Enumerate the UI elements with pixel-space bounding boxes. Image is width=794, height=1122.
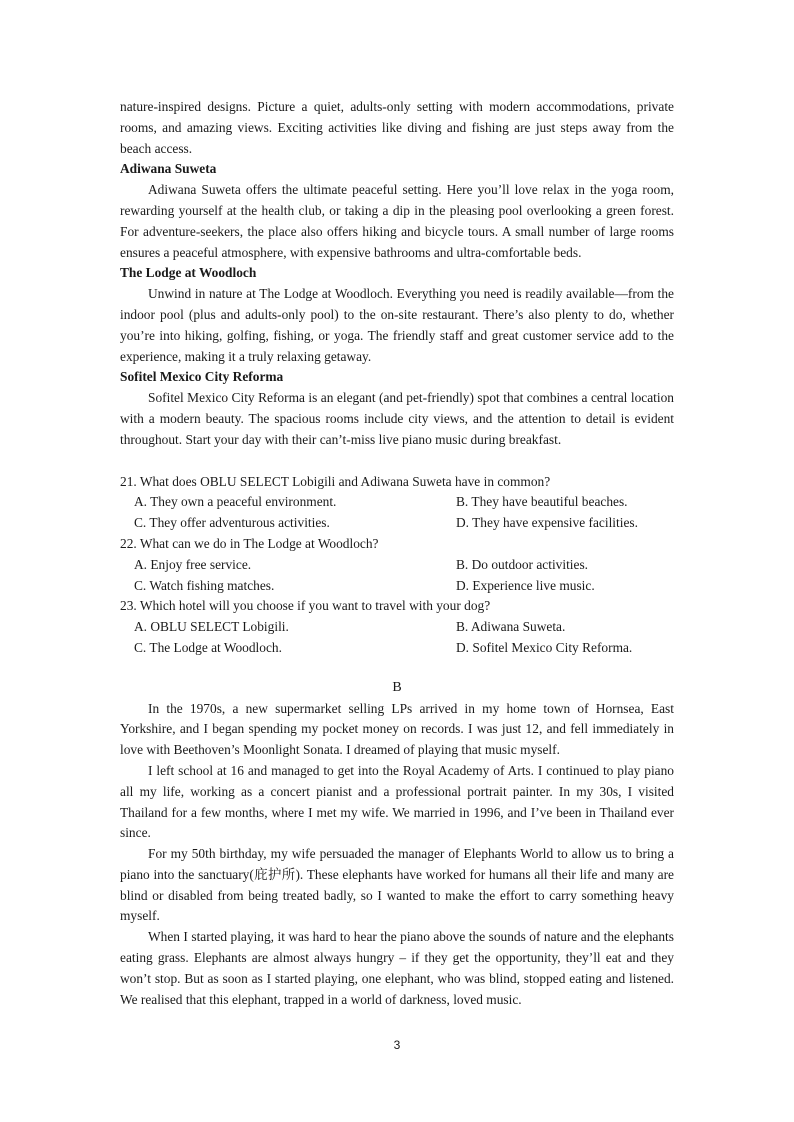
question-options-23 xyxy=(120,617,674,659)
passage-a-continuation: nature-inspired designs. Picture a quiet, adults-only setting with modern accommodations, private rooms, and amazing views. Exciting activities like diving and fishing are just steps away from the beach access. xyxy=(120,99,674,156)
option-23-c: C. The Lodge at Woodloch. xyxy=(134,639,282,655)
document-page xyxy=(120,97,674,1010)
option-23-a: A. OBLU SELECT Lobigili. xyxy=(134,619,289,635)
question-options-21 xyxy=(120,492,674,534)
question-options-22 xyxy=(120,555,674,597)
passage-b-paragraph: When I started playing, it was hard to hear the piano above the sounds of nature and the elephants eating grass. Elephants are almost always hungry – if they get the opportunity, they’ll eat and they won’t stop. But as soon as I started playing, one elephant, who was blind, stopped eating and listened. We realised that this elephant, trapped in a world of darkness, loved music. xyxy=(120,929,674,1007)
section-letter: B xyxy=(392,679,402,695)
question-stem-23: 23. Which hotel will you choose if you want to travel with your dog? xyxy=(120,598,491,614)
section-gap xyxy=(120,451,674,472)
passage-b-paragraph: In the 1970s, a new supermarket selling LPs arrived in my home town of Hornsea, East Yorkshire, and I began spending my pocket money on records. I was just 12, and fell immediately in love with Beethoven’s Moonlight Sonata. I dreamed of playing that music myself. xyxy=(120,700,674,758)
option-23-b: B. Adiwana Suweta. xyxy=(456,619,566,635)
hotel-heading-woodloch: The Lodge at Woodloch xyxy=(120,265,257,281)
hotel-heading-adiwana: Adiwana Suweta xyxy=(120,161,217,177)
option-22-b: B. Do outdoor activities. xyxy=(456,556,589,572)
hotel-text-sofitel: Sofitel Mexico City Reforma is an elegant (and pet-friendly) spot that combines a central location with a modern beauty. The spacious rooms include city views, and the attention to detail is evident throughout. Start your day with their can’t-miss live piano music during breakfast. xyxy=(120,390,674,447)
hotel-text-woodloch: Unwind in nature at The Lodge at Woodloch. Everything you need is readily available—from the indoor pool (plus and adults-only pool) to the on-site restaurant. There’s also plenty to do, whether you’re into hiking, golfing, fishing, or yoga. The friendly staff and great customer service add to the experience, making it a truly relaxing getaway. xyxy=(120,286,674,364)
passage-b-paragraph: For my 50th birthday, my wife persuaded the manager of Elephants World to allow us to bring a piano into the sanctuary(庇护所). These elephants have worked for humans all their life and many are blind or disabled from being treated badly, so I wanted to make the effort to carry something heavy myself. xyxy=(120,846,674,924)
option-22-c: C. Watch fishing matches. xyxy=(134,577,275,593)
question-stem-21: 21. What does OBLU SELECT Lobigili and Adiwana Suweta have in common? xyxy=(120,473,551,489)
option-21-c: C. They offer adventurous activities. xyxy=(134,515,330,531)
question-stem-22: 22. What can we do in The Lodge at Woodloch? xyxy=(120,535,379,551)
option-21-a: A. They own a peaceful environment. xyxy=(134,494,337,510)
page-number: 3 xyxy=(393,1038,401,1052)
passage-b-paragraph: I left school at 16 and managed to get into the Royal Academy of Arts. I continued to play piano all my life, working as a concert pianist and a professional portrait painter. In my 30s, I visited Thailand for a few months, where I met my wife. We married in 1996, and I’ve been in Thailand ever since. xyxy=(120,762,674,841)
question-block xyxy=(120,472,674,659)
option-22-d: D. Experience live music. xyxy=(456,577,595,593)
option-21-b: B. They have beautiful beaches. xyxy=(456,494,628,510)
option-23-d: D. Sofitel Mexico City Reforma. xyxy=(456,639,633,655)
option-22-a: A. Enjoy free service. xyxy=(134,556,252,572)
hotel-heading-sofitel: Sofitel Mexico City Reforma xyxy=(120,369,284,385)
option-21-d: D. They have expensive facilities. xyxy=(456,515,638,531)
hotel-text-adiwana: Adiwana Suweta offers the ultimate peaceful setting. Here you’ll love relax in the yoga room, rewarding yourself at the health club, or taking a dip in the pleasing pool overlooking a green forest. For adventure-seekers, the place also offers hiking and bicycle tours. A small number of large rooms ensures a peaceful atmosphere, with expensive bathrooms and ultra-comfortable beds. xyxy=(120,182,674,260)
